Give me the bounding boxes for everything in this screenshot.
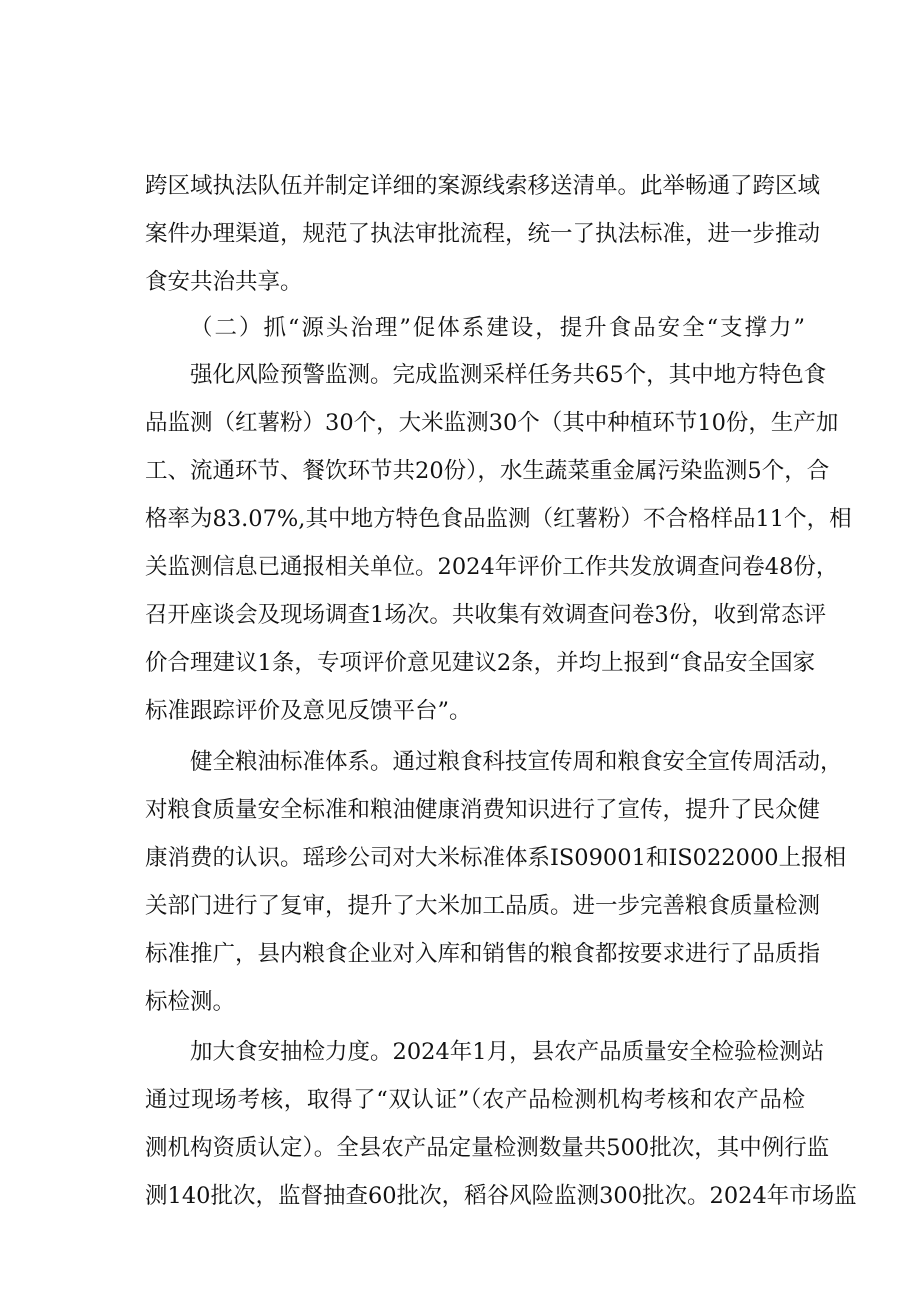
paragraph-1-line-1: 跨区域执法队伍并制定详细的案源线索移送清单。此举畅通了跨区域 (145, 173, 821, 199)
paragraph-1-line-3: 食安共治共享。 (145, 269, 303, 295)
paragraph-2-line-4: 格率为83.07%,其中地方特色食品监测（红薯粉）不合格样品11个，相 (145, 506, 852, 532)
paragraph-4-line-2: 通过现场考核，取得了“双认证”（农产品检测机构考核和农产品检 (145, 1087, 805, 1113)
paragraph-2-line-5: 关监测信息已通报相关单位。2024年评价工作共发放调查问卷48份， (145, 554, 839, 580)
paragraph-2-line-1: 强化风险预警监测。完成监测采样任务共65个，其中地方特色食 (190, 362, 827, 388)
paragraph-3-line-2: 对粮食质量安全标准和粮油健康消费知识进行了宣传，提升了民众健 (145, 797, 821, 823)
paragraph-3-line-6: 标检测。 (145, 989, 236, 1015)
paragraph-2-line-8: 标准跟踪评价及意见反馈平台”。 (145, 698, 472, 724)
paragraph-1-line-2: 案件办理渠道，规范了执法审批流程，统一了执法标准，进一步推动 (145, 221, 821, 247)
paragraph-4-line-1: 加大食安抽检力度。2024年1月，县农产品质量安全检验检测站 (190, 1039, 825, 1065)
paragraph-3-line-3: 康消费的认识。瑶珍公司对大米标准体系IS09001和IS022000上报相 (145, 845, 847, 871)
paragraph-3-line-5: 标准推广，县内粮食企业对入库和销售的粮食都按要求进行了品质指 (145, 941, 821, 967)
paragraph-3-line-4: 关部门进行了复审，提升了大米加工品质。进一步完善粮食质量检测 (145, 893, 821, 919)
paragraph-2-line-3: 工、流通环节、餐饮环节共20份），水生蔬菜重金属污染监测5个，合 (145, 458, 830, 484)
paragraph-2-line-2: 品监测（红薯粉）30个，大米监测30个（其中种植环节10份，生产加 (145, 410, 839, 436)
section-heading: （二）抓“源头治理”促体系建设，提升食品安全“支撑力” (190, 315, 805, 341)
paragraph-2-line-6: 召开座谈会及现场调查1场次。共收集有效调查问卷3份，收到常态评 (145, 602, 827, 628)
paragraph-2-line-7: 价合理建议1条，专项评价意见建议2条，并均上报到“食品安全国家 (145, 650, 816, 676)
paragraph-3-line-1: 健全粮油标准体系。通过粮食科技宣传周和粮食安全宣传周活动， (190, 749, 843, 775)
paragraph-4-line-4: 测140批次，监督抽查60批次，稻谷风险监测300批次。2024年市场监 (145, 1183, 857, 1209)
paragraph-4-line-3: 测机构资质认定）。全县农产品定量检测数量共500批次，其中例行监 (145, 1135, 830, 1161)
